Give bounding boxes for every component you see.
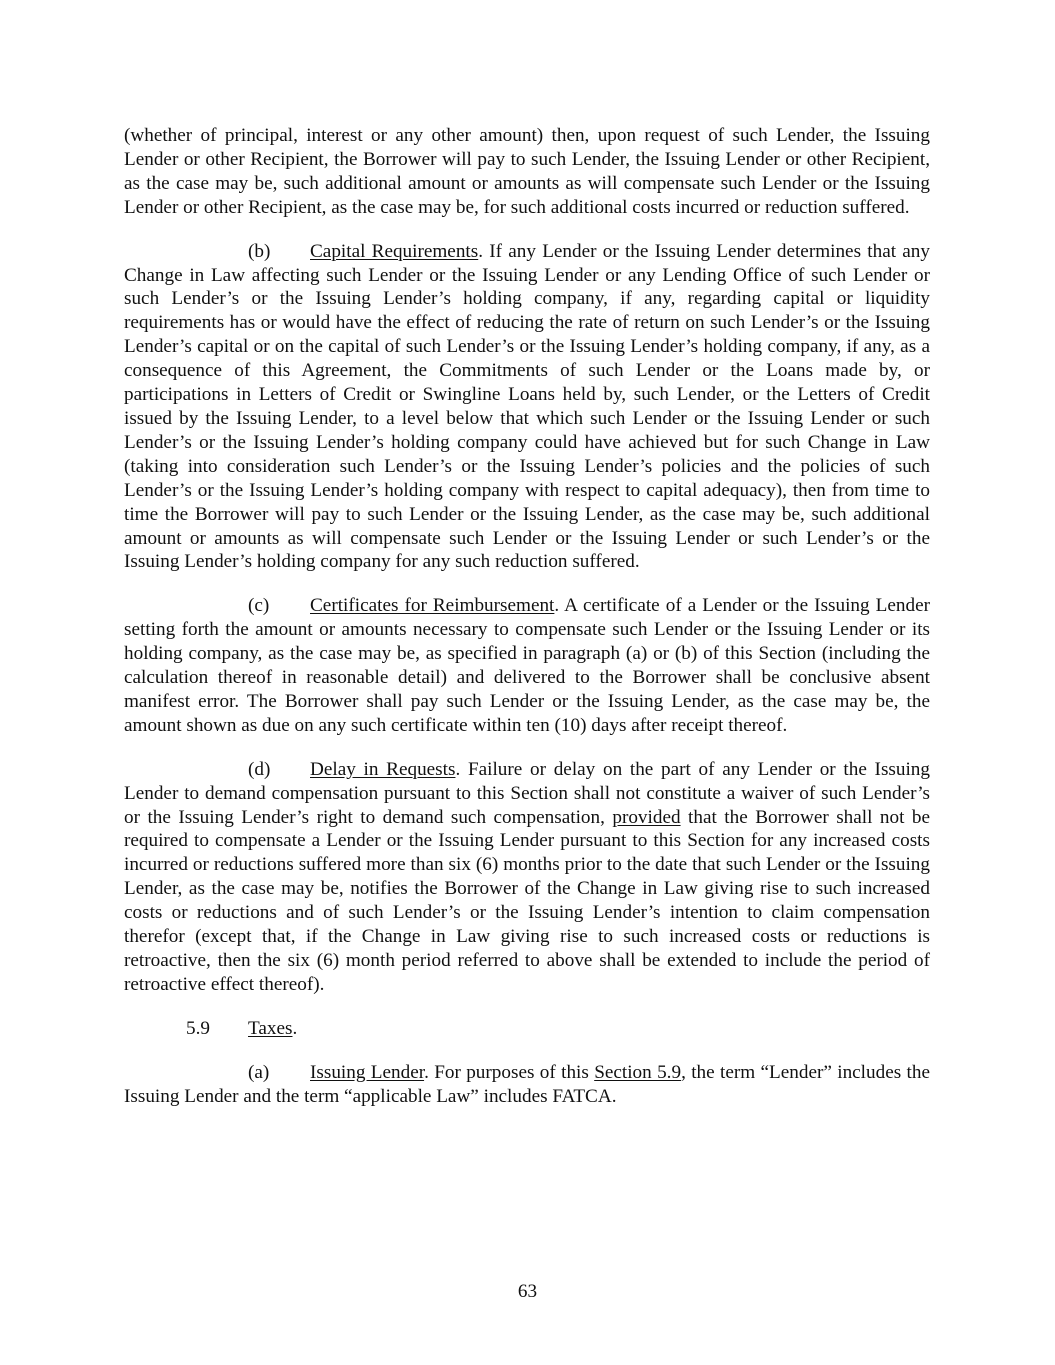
provided-term: provided: [612, 806, 681, 828]
paragraph-heading: Issuing Lender: [310, 1061, 425, 1083]
paragraph-text: that the Borrower shall not be required to compensate a Lender or the Issuing Lender pursuant to this Section for any increased costs incurred or reductions suffered more than six (6) months prior to the date that such Lender or the Issuing Lender, as the case may be, notifies the Borrower of the Change in Law giving rise to such increased costs or reductions and of such Lender’s or the Issuing Lender’s intention to claim compensation therefor (except that, if the Change in Law giving rise to such increased costs or reductions is retroactive, then the six (6) month period referred to above shall be extended to include the period of retroactive effect thereof).: [124, 806, 930, 995]
paragraph-label: (b): [248, 240, 271, 262]
paragraph-d-delay-in-requests: [124, 758, 930, 997]
document-body: [124, 124, 930, 1129]
paragraph-label: (a): [248, 1061, 270, 1083]
paragraph-text: , the term “Lender” includes the Issuing Lender and the term “applicable Law” includes FATCA.: [124, 1061, 930, 1107]
paragraph-heading: Delay in Requests: [310, 758, 456, 780]
paragraph-text: . If any Lender or the Issuing Lender determines that any Change in Law affecting such Lender or the Issuing Lender or any Lending Office of such Lender or such Lender’s or the Issuing Lender’s holding company, if any, regarding capital or liquidity requirements has or would have the effect of reducing the rate of return on such Lender’s or the Issuing Lender’s capital or on the capital of such Lender’s or the Issuing Lender’s holding company, if any, as a consequence of this Agreement, the Commitments of such Lender or the Loans made by, or participations in Letters of Credit or Swingline Loans held by, such Lender, or the Letters of Credit issued by the Issuing Lender, to a level below that which such Lender or the Issuing Lender or such Lender’s or the Issuing Lender’s holding company could have achieved but for such Change in Law (taking into consideration such Lender’s or the Issuing Lender’s policies and the policies of such Lender’s or the Issuing Lender’s holding company with respect to capital adequacy), then from time to time the Borrower will pay to such Lender or the Issuing Lender, as the case may be, such additional amount or amounts as will compensate such Lender or the Issuing Lender or such Lender’s or the Issuing Lender’s holding company for any such reduction suffered.: [124, 240, 930, 573]
paragraph-continuation: [124, 124, 930, 220]
section-title: Taxes: [248, 1017, 293, 1039]
paragraph-heading: Capital Requirements: [310, 240, 479, 262]
paragraph-text: . For purposes of this: [424, 1061, 595, 1083]
section-heading-5-9: [124, 1017, 930, 1041]
paragraph-label: (d): [248, 758, 271, 780]
paragraph-text: (whether of principal, interest or any other amount) then, upon request of such Lender, the Issuing Lender or other Recipient, the Borrower will pay to such Lender, the Issuing Lender or other Recipient, as the case may be, such additional amount or amounts as will compensate such Lender or the Issuing Lender or other Recipient, as the case may be, for such additional costs incurred or reduction suffered.: [124, 125, 930, 218]
section-title-punct: .: [292, 1017, 298, 1039]
paragraph-c-certificates: [124, 594, 930, 737]
paragraph-label: (c): [248, 595, 270, 617]
paragraph-text: . A certificate of a Lender or the Issuing Lender setting forth the amount or amounts necessary to compensate such Lender or the Issuing Lender or its holding company, as the case may be, as specified in paragraph (a) or (b) of this Section (including the calculation thereof in reasonable detail) and delivered to the Borrower shall be conclusive absent manifest error. The Borrower shall pay such Lender or the Issuing Lender, as the case may be, the amount shown as due on any such certificate within ten (10) days after receipt thereof.: [124, 595, 930, 736]
paragraph-a-issuing-lender: [124, 1061, 930, 1109]
section-number: 5.9: [186, 1017, 210, 1039]
paragraph-text: . Failure or delay on the part of any Lender or the Issuing Lender to demand compensation pursuant to this Section shall not constitute a waiver of such Lender’s or the Issuing Lender’s right to demand such compensation,: [124, 758, 930, 828]
page-number: 63: [517, 1281, 538, 1302]
paragraph-heading: Certificates for Reimbursement: [310, 595, 555, 617]
section-reference: Section 5.9: [594, 1061, 682, 1083]
paragraph-b-capital-requirements: [124, 240, 930, 575]
